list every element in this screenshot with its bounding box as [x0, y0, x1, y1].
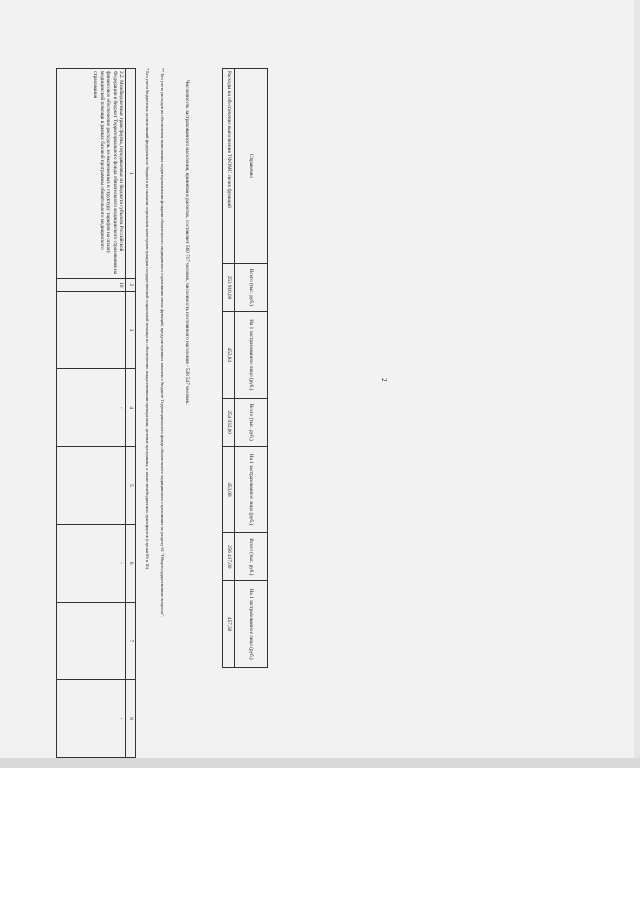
- header-cell: На 1 застрахованное лицо (руб.): [235, 311, 268, 398]
- header-cell: 6: [126, 524, 136, 602]
- row-code: 10: [57, 278, 126, 291]
- header-cell: Справочно: [235, 69, 268, 264]
- population-statement: Численность застрахованного населения, принятая в расчетах, составляет 560 717 человек, численность постоянного населения - 538 547 человек.: [184, 80, 190, 405]
- value-cell: 253 916,00: [223, 264, 235, 312]
- header-cell: 7: [126, 602, 136, 680]
- reference-table: [222, 68, 268, 668]
- header-cell: Всего (тыс. руб.): [235, 264, 268, 312]
- table-row: [57, 69, 126, 758]
- rotated-document: [8, 8, 568, 720]
- value-cell: -: [57, 680, 126, 758]
- value-cell: [57, 291, 126, 369]
- value-cell: 256 417,00: [223, 533, 235, 581]
- value-cell: 457,30: [223, 581, 235, 668]
- header-cell: 1: [126, 69, 136, 279]
- value-cell: [57, 602, 126, 680]
- header-cell: 3: [126, 291, 136, 369]
- value-cell: -: [57, 524, 126, 602]
- transfers-table: [57, 68, 137, 758]
- page-number: 2: [380, 378, 388, 382]
- value-cell: 254 032,00: [223, 398, 235, 446]
- header-cell: Всего (тыс. руб.): [235, 398, 268, 446]
- header-cell: На 1 застрахованное лицо (руб.): [235, 446, 268, 533]
- scan-border-bottom: [0, 758, 640, 768]
- header-cell: 5: [126, 447, 136, 525]
- footnote-1: * Без учета бюджетных ассигнований федерального бюджета на оказание отдельным категориям граждан государственной социальной помощи по обеспечению лекарственными препаратами, целевые программы, а также межбюджетных трансфертов (строки 06 и 10).: [145, 68, 150, 571]
- header-cell: 8: [126, 680, 136, 758]
- header-cell: Всего (тыс. руб.): [235, 533, 268, 581]
- value-cell: 452,84: [223, 311, 235, 398]
- value-cell: 453,08: [223, 446, 235, 533]
- footnote-2: ** Без учета расходов на обеспечение выполнения территориальными фондами обязательного медицинского страхования своих функций, предусмотренных законом о бюджете Территориального фонда обязательного медицинского страхования по разделу 01 "Общегосударственные вопросы".: [160, 68, 165, 618]
- header-cell: 4: [126, 369, 136, 447]
- value-cell: [57, 447, 126, 525]
- value-cell: -: [57, 369, 126, 447]
- table-header-row: [126, 69, 136, 758]
- scan-border-right: [634, 0, 640, 768]
- header-cell: На 1 застрахованное лицо (руб.): [235, 581, 268, 668]
- table-row: [223, 69, 235, 668]
- row-description: 2.2. Межбюджетные трансферты, передаваемые из бюджета субъекта Российской Федерации в бюджет Территориального фонда обязательного медицинского страхования на финансовое обеспечение расходов, не включенных в структуру тарифов на оплату медицинской помощи в рамках базовой программы обязательного медицинского страхования: [57, 69, 126, 279]
- table-header-row: [235, 69, 268, 668]
- header-cell: 2: [126, 278, 136, 291]
- row-label: Расходы на обеспечение выполнения ТФОМС своих функций: [223, 69, 235, 264]
